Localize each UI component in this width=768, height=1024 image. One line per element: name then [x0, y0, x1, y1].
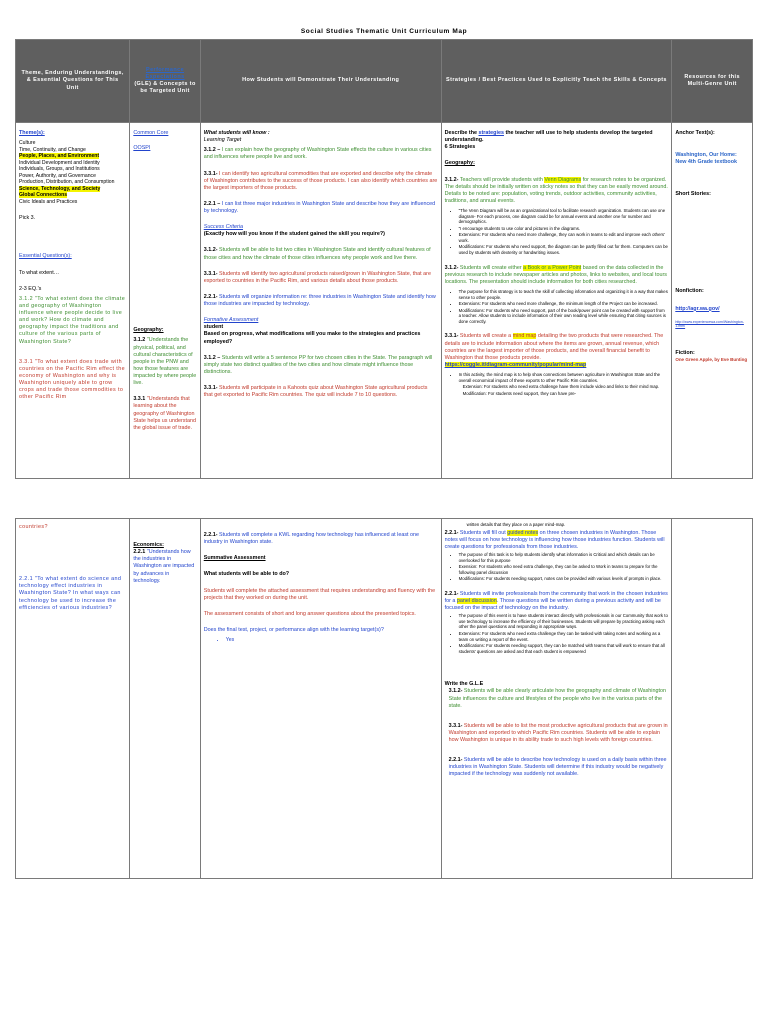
learning-target-label: Learning Target [203, 137, 242, 144]
theme-civic: Civic Ideals and Practices [19, 198, 78, 205]
theme-cell [16, 123, 130, 479]
s4-highlight: guided notes [507, 529, 539, 536]
s3-a: Students will create a [459, 333, 512, 340]
s4-bullet: • Exension: For students who need extra challenge, they can be asked to Work in teams to prepare for the following panel discussion [459, 564, 669, 575]
theme-global: Global Connections [19, 192, 68, 199]
lt3-code: 2.2.1 – [203, 200, 221, 207]
fa3-text: Students will complete a KWL regarding how technology has influenced at least one industry in Washington state. [203, 532, 420, 546]
s1-b: for research notes to be organized. The details should be initially written on sticky notes so that they can be easily moved around. Details to be noted are: population, voting trends, outdoor activities, community activities, traditions, and annual events. [444, 176, 668, 204]
s5-bullet: • Extensions: For students who need extra challenge they can be tasked with taking notes and working as a team on writing a report of the event. [459, 631, 669, 642]
s3-bullet: Modification: For students need support, they can have pre- [462, 390, 577, 396]
s1-a: Teachers will provide students with [459, 176, 543, 183]
s3-bullet-cont: written details that they place on a paper mind-map. [466, 522, 566, 527]
s4-bullets [445, 552, 669, 582]
summative-text-2: The assessment consists of short and long answer questions about the presented topics. [203, 610, 416, 617]
eq-331: 3.3.1 "To what extent does trade with countries on the Pacific Rim effect the economy of Washington and why is Washington uniquely able to grow crops and trade those commodities to other Pacific Rim [19, 358, 125, 401]
s3-code: 3.3.1- [444, 333, 459, 340]
formative-student: student [203, 324, 224, 331]
s4-bullet: • The purpose of this task is to help students identify what information is Critical and which details can be overlooked for this purpose [459, 552, 669, 563]
c331-text: "Understands that learning about the geography of Washington State helps us understand the global issue of trade. [133, 396, 196, 431]
s4-a: Students will fill out [459, 529, 506, 536]
header-performance-rest: (GLE) & Concepts to be Targeted Unit [134, 81, 196, 95]
s4-bullet: • Modifications: For students needing support, notes can be provided with various levels of prompts in place. [459, 576, 669, 582]
sc3-code: 2.2.1- [203, 293, 218, 300]
anchor-book: Washington, Our Home: New 4th Grade textbook [675, 152, 738, 166]
resources-cell-cont [672, 519, 753, 879]
g3-text: Students will be able to describe how technology is used on a daily basis within three industries in Washington State. Students will determine if this industry would be negatively impacted if the technology was suddenly not available. [448, 757, 667, 778]
theme-people-places: People, Places, and Environment [19, 153, 100, 160]
intro-a: Describe the [444, 130, 477, 136]
common-core-link[interactable]: Common Core [133, 130, 169, 136]
s2-bullet: • Extensions: For students who need more challenge, the minimum length of the Project can be increased. [459, 301, 669, 307]
s5-b: . Those questions will be written during a previous activity and will be focused on the impact of technology on the industry. [444, 598, 661, 612]
geo-code: 3.1.2 [133, 337, 146, 344]
fiction-label: Fiction: [675, 350, 695, 357]
experiencewa-link[interactable]: http://www.experiencewa.com/Washington-1.html [675, 319, 744, 329]
success-criteria-question: (Exactly how will you know if the student gained the skill you require?) [203, 231, 385, 238]
theme-cell-cont [16, 519, 130, 879]
content-row-2 [16, 519, 753, 879]
lt2-code: 3.3.1- [203, 170, 218, 177]
s3-bullet: Extension: For students who need extra challenge have them include video and links to their mind map. [462, 384, 660, 390]
demonstrate-cell [200, 123, 441, 479]
content-row-1 [16, 123, 753, 479]
econ-text: "Understands how the industries in Washington are impacted by advances in technology. [133, 549, 195, 584]
geography-label: Geography: [133, 327, 164, 334]
know-question: What students will know : [203, 130, 270, 136]
c331-code: 3.3.1 [133, 396, 146, 403]
fiction-book: One Green Apple, by Eve Bunting [675, 357, 748, 363]
intro-b: the teacher will use to help students develop the targeted understanding. [444, 130, 653, 144]
s2-highlight: a Book or a Power Point [523, 264, 582, 271]
curriculum-map-table-page-1 [15, 39, 753, 479]
summative-align-question: Does the final test, project, or performance align with the learning target(s)? [203, 626, 384, 633]
sc1-text: Students will be able to list two cities in Washington State and identify cultural features of those cities and how the climate of those cities influences why people work and live there. [203, 247, 431, 261]
lt2-text: I can identify two agricultural commodities that are exported and describe why the climate of Washington contributes to the success of those products. I can also identify which countries are the largest importers of those products. [203, 170, 438, 191]
sc3-text: Students will organize information re: three industries in Washington State and identify how those industries are impacted by technology. [203, 293, 436, 307]
eq-331-cont: countries? [19, 524, 48, 530]
eq-221: 2.2.1 "To what extent do science and technology effect industries in Washington State? In what ways can technology be used to increase the efficiencies of various industries? [19, 576, 122, 611]
nonfiction-label: Nonfiction: [675, 287, 704, 294]
summative-yes: • Yes [226, 637, 438, 644]
theme-time: Time, Continuity, and Change [19, 146, 86, 153]
s3-b: detailing the two products that were researched. The details are to include information about where the items are grown, annual revenue, which countries are the largest importer of those products, and the overall financial benefit to Washington that those products provide. [444, 333, 664, 361]
g2-text: Students will be able to list the most productive agricultural products that are grown in Washington and exported to which Pacific Rim countries. Students will be able to explain how Washington is unique in its ability trade to such high levels with foreign countries. [448, 722, 668, 744]
summative-answer [204, 637, 438, 644]
oospi-link[interactable]: OOSPI [133, 145, 151, 152]
header-demonstrate: How Students will Demonstrate Their Understanding [200, 40, 441, 123]
s1-code: 3.1.2- [444, 176, 459, 183]
econ-code: 2.2.1 [133, 549, 146, 556]
gle-label: Write the G.L.E [444, 681, 484, 688]
performance-expectations-link[interactable]: Performance Expectations [145, 66, 185, 80]
theme-individual-dev: Individual Development and Identity [19, 159, 100, 166]
anchor-text-label: Anchor Text(s): [675, 130, 715, 136]
header-performance [130, 40, 200, 123]
s4-code: 2.2.1- [444, 529, 459, 536]
lt3-text: I can list three major industries in Washington State and describe how they are influenced by technology. [203, 200, 436, 214]
summative-question: What students will be able to do? [203, 571, 290, 578]
s2-b: based on the data collected in the previous research to include newspaper articles and photos, links to websites, and local tours locations. The presentation should include information for both cities researched. [444, 264, 667, 285]
s3-bullet: • In this activity, the mind map is to help show connections between agriculture in Washington State and the overall economical impact of these exports to other Pacific Rim countries. [459, 372, 669, 383]
page-title: Social Studies Thematic Unit Curriculum Map [300, 28, 468, 35]
theme-power: Power, Authority, and Governance [19, 172, 96, 179]
s4-b: on three chosen industries in Washington. Those notes will focus on how technology is influencing how those industries function. Students will create questions for professionals from those industries. [444, 529, 665, 550]
eq-312: 3.1.2 "To what extent does the climate and geography of Washington influence where people decide to live and work? How do climate and geography impact the traditions and culture of the various parts of Washington State? [19, 295, 126, 345]
theme-groups: Individuals, Groups, and Institutions [19, 166, 100, 173]
s5-code: 2.2.1- [444, 590, 459, 597]
s2-bullet: • The purpose for this strategy is to teach the skill of collecting information and organizing it in a way that makes sense to other people. [459, 289, 669, 300]
s5-bullet: • Modifications: For students needing support, they can be matched with teams that will work to ensure that all students' questions are asked and that each student is empowered [459, 643, 669, 654]
s5-a: Students will invite professionals from the community that work in the chosen industries for a [444, 590, 668, 605]
header-row [16, 40, 753, 123]
summative-text: Students will complete the attached assessment that requires understanding and fluency with the projects that they worked on during the unit. [203, 587, 436, 601]
six-strategies: 6 Strategies [444, 144, 476, 151]
strategies-cell-cont [441, 519, 672, 879]
eq-count: 2-3 EQ.'s [19, 285, 42, 292]
geo-text: "Understands the physical, political, and cultural characteristics of people in the PNW and how those features are impacted by where people live. [133, 337, 197, 387]
sc2-text: Students will identify two agricultural products raised/grown in Washington State, that are exported to countries in the Pacific Rim, and various details about those products. [203, 270, 431, 284]
s5-bullets [445, 613, 669, 654]
s5-bullet: • The purpose of this event is to have students interact directly with professionals in our Community that work to use technology to increase the efficiency of their businesses. Students will prepare by practicing asking each other the panel questions and responding in appropriate ways. [459, 613, 669, 630]
g2-code: 3.3.1- [448, 722, 463, 729]
header-theme: Theme, Enduring Understandings, & Essential Questions for This Unit [16, 40, 130, 123]
theme-production: Production, Distribution, and Consumption [19, 179, 115, 186]
themes-label: Theme(s): [19, 130, 45, 136]
s1-bullet: • "The Venn Diagram will be as an organizational tool to facilitate research organization. Students can use one diagram- For each process, one diagram could be for annual events and another one for number and demographics. [459, 208, 669, 225]
s2-a: Students will create either [459, 264, 522, 271]
strategies-cell [441, 123, 672, 479]
s1-bullet: • "I encourage students to use color and pictures in the diagrams. [459, 226, 669, 232]
fa1-text: Students will write a 5 sentence PP for two chosen cities in the State. The paragraph will simply state two distinct qualities of the two cities and how climate might influence those distinctions. [203, 354, 433, 375]
fa1-code: 3.1.2 – [203, 354, 221, 361]
s2-bullet: • Modifications: For students who need support, part of the book/power point can be created with support from a teacher. Allow students to include information of their own reading level while ensuring that citing sources is done correctly. [459, 308, 669, 325]
to-what-extent: To what extent… [19, 269, 60, 276]
formative-assessment-label: Formative Assessment [203, 317, 259, 324]
s3-highlight: mind map [512, 333, 537, 340]
curriculum-map-table-page-2 [15, 518, 753, 879]
strategies-link[interactable]: strategies [478, 130, 504, 136]
demonstrate-cell-cont [200, 519, 441, 879]
fa2-text: Students will participate in a Kahoots quiz about Washington State agricultural products that get exported to Pacific Rim countries. The quiz will include 7 to 10 questions. [203, 385, 428, 399]
lt1-text: I can explain how the geography of Washington State effects the culture in various cities and influences where people live and work. [203, 147, 432, 161]
coggle-link[interactable]: https://coggle.it/diagram-community/popular/mind-map [444, 361, 587, 368]
fa3-code: 2.2.1- [203, 532, 218, 538]
fa2-code: 3.3.1- [203, 385, 218, 391]
s1-bullets [445, 208, 669, 256]
s1-bullet: • Modifications: For students who need support, the diagram can be partly filled out for them. Computers can be used by students with dexterity or handwriting issues. [459, 244, 669, 255]
lt1-code: 3.1.2 – [203, 147, 221, 154]
success-criteria-label: Success Criteria [203, 224, 243, 231]
pick-three: Pick 3. [19, 215, 36, 222]
summative-label: Summative Assessment [203, 555, 266, 562]
sc1-code: 3.1.2- [203, 247, 218, 254]
header-resources: Resources for this Multi-Genre Unit [672, 40, 753, 123]
s2-code: 3.1.2- [444, 264, 459, 271]
theme-culture: Culture [19, 140, 36, 147]
g1-code: 3.1.2- [448, 688, 463, 695]
g1-text: Students will be able clearly articulate how the geography and climate of Washington State influences the culture and lifestyles of the people who live in the various parts of the state. [448, 688, 666, 709]
s5-highlight: panel discussion [456, 598, 497, 605]
resources-cell [672, 123, 753, 479]
s3-bullets [445, 372, 669, 396]
s2-bullets [445, 289, 669, 324]
s1-bullet: • Extensions: For students who need more challenge, they can work in teams to edit and improve each others' work. [459, 232, 669, 243]
strategies-geography-label: Geography: [444, 160, 475, 167]
essential-questions-label: Essential Question(s): [19, 253, 72, 260]
performance-cell [130, 123, 200, 479]
s1-highlight: Venn Diagrams [544, 176, 582, 183]
short-stories-label: Short Stories: [675, 191, 711, 198]
economics-label: Economics: [133, 542, 164, 548]
agr-wa-link[interactable]: http://agr.wa.gov/ [675, 305, 720, 312]
g3-code: 2.2.1- [448, 757, 463, 764]
performance-cell-cont [130, 519, 200, 879]
formative-question: Based on progress, what modifications will you make to the strategies and practices employed? [203, 331, 421, 345]
theme-science-tech: Science, Technology, and Society [19, 185, 101, 192]
sc2-code: 3.3.1- [203, 270, 218, 277]
header-strategies: Strategies / Best Practices Used to Explicitly Teach the Skills & Concepts [441, 40, 672, 123]
